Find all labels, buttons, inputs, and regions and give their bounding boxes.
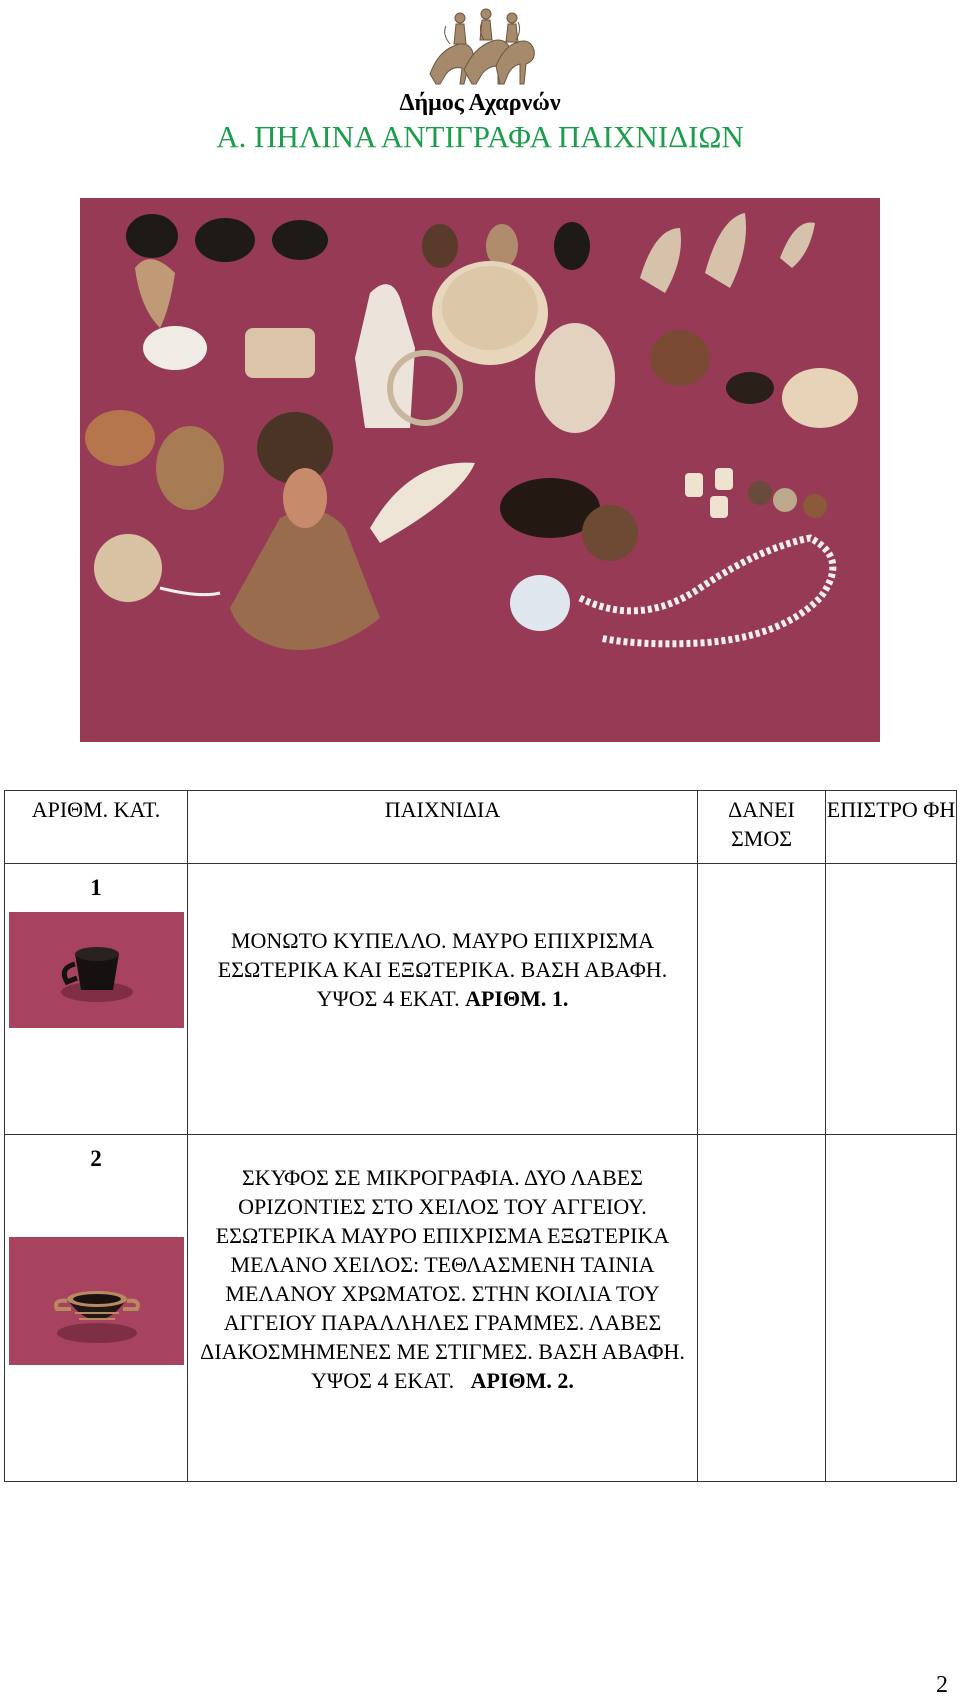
toys-collection-photo bbox=[80, 198, 880, 742]
table-row bbox=[5, 1135, 957, 1482]
toy-description: ΣΚΥΦΟΣ ΣΕ ΜΙΚΡΟΓΡΑΦΙΑ. ΔΥΟ ΛΑΒΕΣ ΟΡΙΖΟΝΤΙΕΣ ΣΤΟ ΧΕΙΛΟΣ ΤΟΥ ΑΓΓΕΙΟΥ. ΕΣΩΤΕΡΙΚΑ ΜΑΥΡΟ ΕΠΙΧΡΙΣΜΑ ΕΞΩΤΕΡΙΚΑ ΜΕΛΑΝΟ ΧΕΙΛΟΣ: ΤΕΘΛΑΣΜΕΝΗ ΤΑΙΝΙΑ ΜΕΛΑΝΟΥ ΧΡΩΜΑΤΟΣ. ΣΤΗΝ ΚΟΙΛΙΑ ΤΟΥ ΑΓΓΕΙΟΥ ΠΑΡΑΛΛΗΛΕΣ ΓΡΑΜΜΕΣ. ΛΑΒΕΣ ΔΙΑΚΟΣΜΗΜΕΝΕΣ ΜΕ ΣΤΙΓΜΕΣ. ΒΑΣΗ ΑΒΑΦΗ. ΥΨΟΣ 4 ΕΚΑΤ. bbox=[200, 1165, 685, 1393]
skyphos-miniature-photo bbox=[9, 1237, 184, 1365]
toys-catalog-table bbox=[4, 790, 957, 1482]
toy-reference: ΑΡΙΘΜ. 1. bbox=[465, 986, 569, 1011]
header-return: ΕΠΙΣΤΡΟ ΦΗ bbox=[826, 791, 957, 864]
toy-description-cell bbox=[188, 1135, 698, 1482]
header-loan: ΔΑΝΕΙ ΣΜΟΣ bbox=[698, 791, 826, 864]
return-cell bbox=[826, 1135, 957, 1482]
catalog-number-cell bbox=[5, 864, 188, 1135]
table-header-row bbox=[5, 791, 957, 864]
catalog-number-cell bbox=[5, 1135, 188, 1482]
document-title: Α. ΠΗΛΙΝΑ ΑΝΤΙΓΡΑΦΑ ΠΑΙΧΝΙΔΙΩΝ bbox=[216, 119, 744, 154]
toy-description-cell bbox=[188, 864, 698, 1135]
header-toys: ΠΑΙΧΝΙΔΙΑ bbox=[188, 791, 698, 864]
toy-description: ΜΟΝΩΤΟ ΚΥΠΕΛΛΟ. ΜΑΥΡΟ ΕΠΙΧΡΙΣΜΑ ΕΣΩΤΕΡΙΚΑ ΚΑΙ ΕΞΩΤΕΡΙΚΑ. ΒΑΣΗ ΑΒΑΦΗ. ΥΨΟΣ 4 ΕΚΑΤ. bbox=[217, 928, 668, 1011]
loan-cell bbox=[698, 864, 826, 1135]
header-catalog-number: ΑΡΙΘΜ. ΚΑΤ. bbox=[5, 791, 188, 864]
municipality-name: Δήμος Αχαρνών bbox=[399, 90, 561, 116]
loan-cell bbox=[698, 1135, 826, 1482]
catalog-number: 2 bbox=[90, 1146, 102, 1171]
toy-reference: ΑΡΙΘΜ. 2. bbox=[470, 1368, 574, 1393]
table-row bbox=[5, 864, 957, 1135]
page-number: 2 bbox=[936, 1672, 948, 1698]
one-handled-cup-photo bbox=[9, 912, 184, 1028]
return-cell bbox=[826, 864, 957, 1135]
municipality-logo-icon bbox=[420, 4, 540, 86]
catalog-number: 1 bbox=[90, 875, 102, 900]
